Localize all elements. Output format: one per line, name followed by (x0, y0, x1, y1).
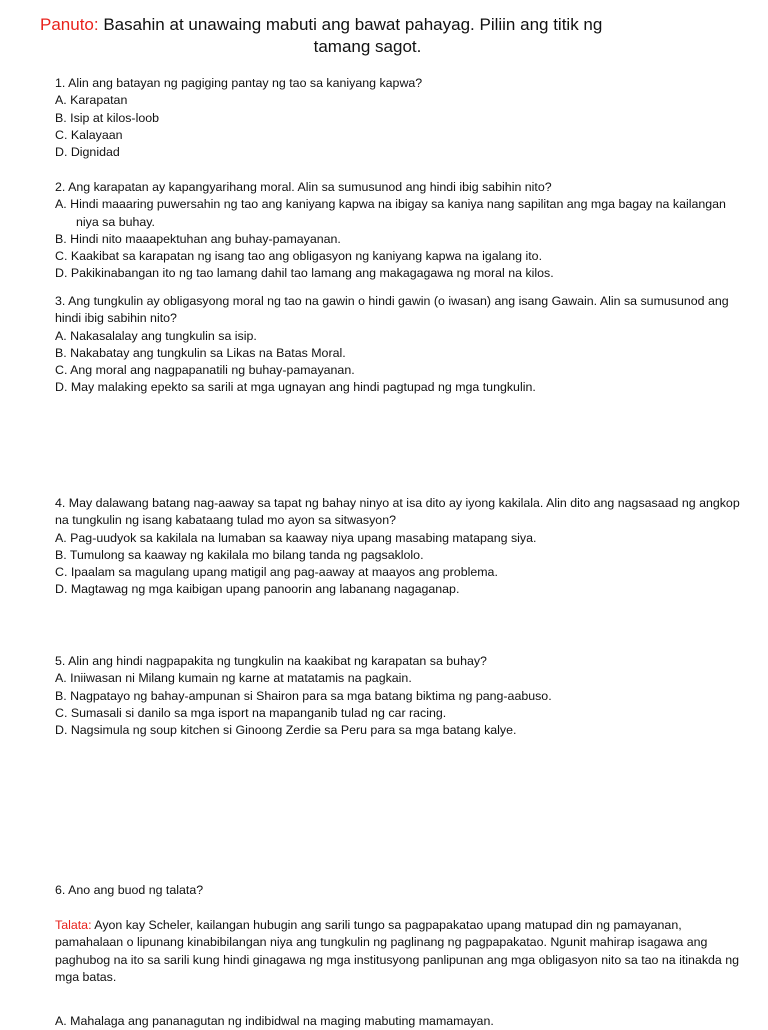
option-a: A. Iniiwasan ni Milang kumain ng karne at matatamis na pagkain. (55, 671, 412, 686)
question-4 (55, 495, 745, 599)
option-a: A. Mahalaga ang pananagutan ng indibidwal na maging mabuting mamamayan. (55, 1014, 494, 1028)
option-d: D. Magtawag ng mga kaibigan upang panoorin ang labanang nagaganap. (55, 582, 460, 597)
option-a: A. Nakasalalay ang tungkulin sa isip. (55, 328, 257, 343)
option-a: A. Karapatan (55, 93, 128, 108)
instructions-line1: Basahin at unawaing mabuti ang bawat pahayag. Piliin ang titik ng (98, 15, 603, 34)
question-1 (55, 75, 745, 161)
passage (55, 917, 745, 986)
passage-text: Ayon kay Scheler, kailangan hubugin ang sarili tungo sa pagpapakatao upang matupad din ng pamayanan, pamahalaan o lipunang kinabibilangan niya ang tungkulin ng paglinang ng pagpapakatao. Ngunit mahirap isagawa ang paghubog na ito sa sarili kung hindi ginagawa ng mga institusyong panlipunan ang mga obligasyon nito sa tao na itinakda ng mga batas. (55, 918, 740, 984)
question-text: 3. Ang tungkulin ay obligasyong moral ng tao na gawin o hindi gawin (o iwasan) ang isang Gawain. Alin sa sumusunod ang hindi ibig sabihin nito? (55, 294, 729, 326)
option-a: A. Hindi maaaring puwersahin ng tao ang kaniyang kapwa na ibigay sa kaniya nang sapilitan ang mga bagay na kailangan niya sa buhay. (55, 197, 726, 229)
option-c: C. Kalayaan (55, 127, 123, 142)
option-d: D. Pakikinabangan ito ng tao lamang dahil tao lamang ang makagagawa ng moral na kilos. (55, 266, 554, 281)
option-b: B. Isip at kilos-loob (55, 110, 159, 125)
passage-label: Talata: (55, 918, 92, 932)
option-b: B. Nakabatay ang tungkulin sa Likas na Batas Moral. (55, 345, 346, 360)
question-5 (55, 653, 745, 739)
option-c: C. Ang moral ang nagpapanatili ng buhay-pamayanan. (55, 363, 355, 378)
option-d: D. Nagsimula ng soup kitchen si Ginoong Zerdie sa Peru para sa mga batang kalye. (55, 723, 517, 738)
option-a: A. Pag-uudyok sa kakilala na lumaban sa kaaway niya upang masabing matapang siya. (55, 530, 537, 545)
instructions-line2: tamang sagot. (313, 37, 422, 56)
question-6-options (55, 1013, 745, 1030)
instructions-heading (40, 14, 680, 58)
option-c: C. Ipaalam sa magulang upang matigil ang pag-aaway at maayos ang problema. (55, 565, 498, 580)
question-3 (55, 293, 745, 397)
instructions-label: Panuto: (40, 15, 99, 34)
question-text: 5. Alin ang hindi nagpapakita ng tungkulin na kaakibat ng karapatan sa buhay? (55, 654, 487, 668)
option-d: D. May malaking epekto sa sarili at mga ugnayan ang hindi pagtupad ng mga tungkulin. (55, 380, 536, 395)
question-text: 4. May dalawang batang nag-aaway sa tapat ng bahay ninyo at isa dito ay iyong kakilala. Alin dito ang nagsasaad ng angkop na tungkulin ng isang kabataang tulad mo ayon sa sitwasyon? (55, 496, 740, 528)
question-text: 1. Alin ang batayan ng pagiging pantay ng tao sa kaniyang kapwa? (55, 76, 423, 90)
question-2 (55, 179, 745, 283)
question-text: 6. Ano ang buod ng talata? (55, 883, 204, 897)
option-b: B. Tumulong sa kaaway ng kakilala mo bilang tanda ng pagsaklolo. (55, 547, 424, 562)
option-b: B. Nagpatayo ng bahay-ampunan si Shairon para sa mga batang biktima ng pang-aabuso. (55, 688, 552, 703)
option-c: C. Kaakibat sa karapatan ng isang tao ang obligasyon ng kaniyang kapwa na igalang ito. (55, 249, 543, 264)
option-b: B. Hindi nito maaapektuhan ang buhay-pamayanan. (55, 231, 341, 246)
option-c: C. Sumasali si danilo sa mga isport na mapanganib tulad ng car racing. (55, 705, 447, 720)
question-text: 2. Ang karapatan ay kapangyarihang moral. Alin sa sumusunod ang hindi ibig sabihin nito? (55, 180, 552, 194)
option-d: D. Dignidad (55, 145, 120, 160)
question-6 (55, 882, 745, 899)
